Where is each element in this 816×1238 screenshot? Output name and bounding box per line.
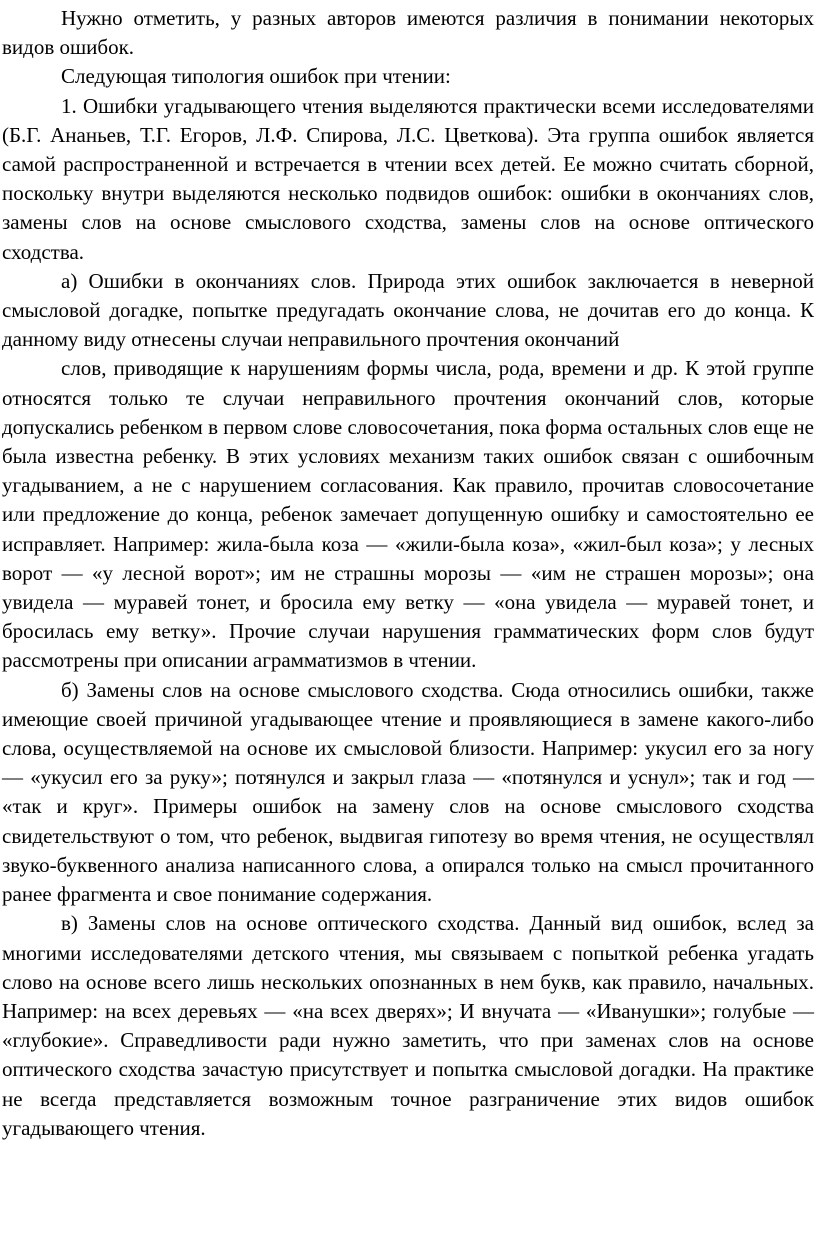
- paragraph-semantic-substitution: б) Замены слов на основе смыслового сходства. Сюда относились ошибки, также имеющие своей причиной угадывающее чтение и проявляющиеся в замене какого-либо слова, осуществляемой на основе их смысловой близости. Например: укусил его за ногу — «укусил его за руку»; потянулся и закрыл глаза — «потянулся и уснул»; так и год — «так и круг». Примеры ошибок на замену слов на основе смыслового сходства свидетельствуют о том, что ребенок, выдвигая гипотезу во время чтения, не осуществлял звуко-буквенного анализа написанного слова, а опирался только на смысл прочитанного ранее фрагмента и свое понимание содержания.: [2, 677, 814, 907]
- paragraph-optical-substitution: в) Замены слов на основе оптического сходства. Данный вид ошибок, вслед за многими исследователями детского чтения, мы связываем с попыткой ребенка угадать слово на основе всего лишь нескольких опознанных в нем букв, как правило, начальных. Например: на всех деревьях — «на всех дверях»; И внучата — «Иванушки»; голубые — «глубокие». Справедливости ради нужно заметить, что при заменах слов на основе оптического сходства зачастую присутствует и попытка смысловой догадки. На практике не всегда представляется возможным точное разграничение этих видов ошибок угадывающего чтения.: [2, 911, 814, 1140]
- paragraph-ending-errors-continued: слов, приводящие к нарушениям формы числа, рода, времени и др. К этой группе относятся только те случаи неправильного прочтения окончаний слов, которые допускались ребенком в первом слове словосочетания, пока форма остальных слов еще не была известна ребенку. В этих условиях механизм таких ошибок связан с ошибочным угадыванием, а не с нарушением согласования. Как правило, прочитав словосочетание или предложение до конца, ребенок замечает допущенную ошибку и самостоятельно ее исправляет. Например: жила-была коза — «жили-была коза», «жил-был коза»; у лесных ворот — «у лесной ворот»; им не страшны морозы — «им не страшен морозы»; она увидела — муравей тонет, и бросила ему ветку — «она увидела — муравей тонет, и бросилась ему ветку». Прочие случаи нарушения грамматических форм слов будут рассмотрены при описании аграмматизмов в чтении.: [2, 356, 814, 673]
- paragraph-intro: Нужно отметить, у разных авторов имеются различия в понимании некоторых видов ошибок.: [2, 6, 814, 60]
- paragraph-typology-heading: Следующая типология ошибок при чтении:: [61, 64, 451, 89]
- paragraph-guessing-errors: 1. Ошибки угадывающего чтения выделяются практически всеми исследователями (Б.Г. Ананьев, Т.Г. Егоров, Л.Ф. Спирова, Л.С. Цветкова). Эта группа ошибок является самой распространенной и встречается в чтении всех детей. Ее можно считать сборной, поскольку внутри выделяются несколько подвидов ошибок: ошибки в окончаниях слов, замены слов на основе смыслового сходства, замены слов на основе оптического сходства.: [2, 93, 814, 264]
- paragraph-ending-errors: а) Ошибки в окончаниях слов. Природа этих ошибок заключается в неверной смысловой догадке, попытке предугадать окончание слова, не дочитав его до конца. К данному виду отнесены случаи неправильного прочтения окончаний: [2, 268, 814, 352]
